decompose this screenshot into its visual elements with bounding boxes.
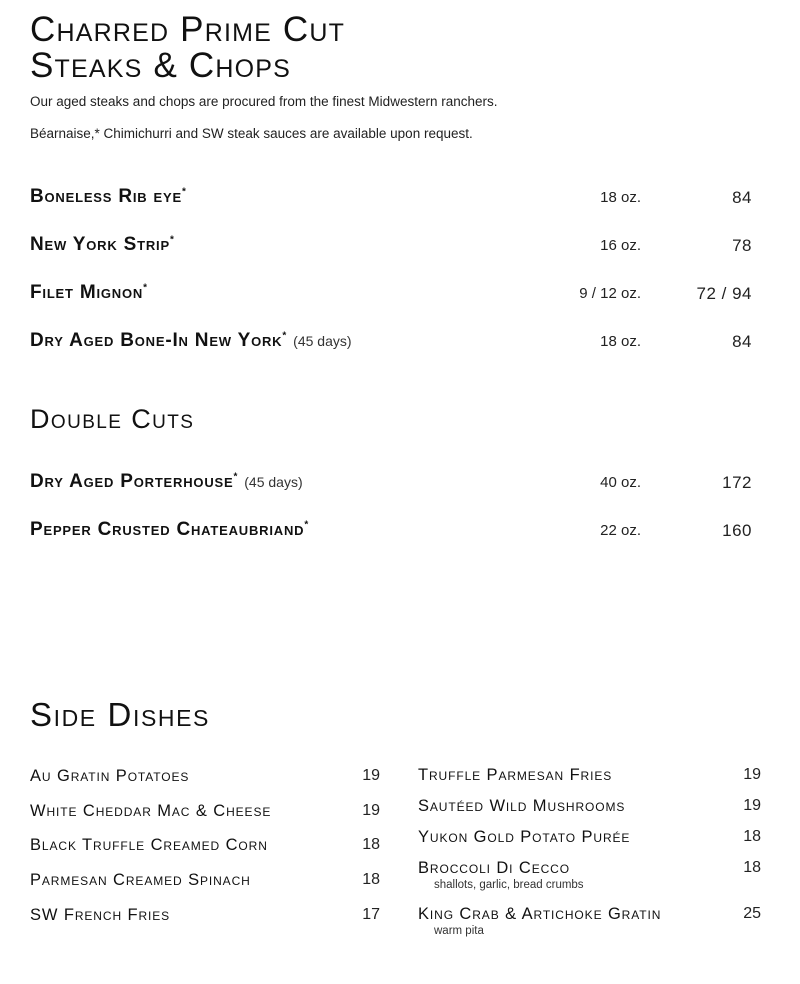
side-price: 17 <box>362 906 380 923</box>
side-item-black-truffle-creamed-corn <box>30 836 380 858</box>
side-name: Parmesan Creamed Spinach <box>30 871 251 889</box>
item-price: 84 <box>732 188 752 207</box>
side-name: Sautéed Wild Mushrooms <box>418 797 626 815</box>
side-item-sauteed-wild-mushrooms <box>418 797 761 819</box>
side-item-white-cheddar-mac-cheese <box>30 802 380 824</box>
item-size: 18 oz. <box>600 189 641 206</box>
item-price: 84 <box>732 332 752 351</box>
side-item-king-crab-artichoke-gratin <box>418 905 761 937</box>
item-name: Boneless Rib eye* <box>30 186 187 207</box>
item-size: 18 oz. <box>600 333 641 350</box>
side-name: Truffle Parmesan Fries <box>418 766 613 784</box>
item-size: 9 / 12 oz. <box>579 285 641 302</box>
item-name: Filet Mignon* <box>30 282 148 303</box>
side-name: SW French Fries <box>30 906 171 924</box>
side-description: warm pita <box>434 925 484 937</box>
side-name: Yukon Gold Potato Purée <box>418 828 631 846</box>
title-line-2: Steaks & Chops <box>30 46 292 85</box>
side-price: 25 <box>743 905 761 922</box>
side-item-broccoli-di-cecco <box>418 859 761 891</box>
side-price: 18 <box>743 859 761 876</box>
intro-sourcing: Our aged steaks and chops are procured from the finest Midwestern ranchers. <box>30 94 498 109</box>
side-item-yukon-gold-potato-puree <box>418 828 761 850</box>
side-price: 19 <box>362 802 380 819</box>
item-name: Dry Aged Porterhouse* (45 days) <box>30 471 303 492</box>
side-item-sw-french-fries <box>30 906 380 928</box>
side-name: Black Truffle Creamed Corn <box>30 836 268 854</box>
side-name: Broccoli Di Cecco <box>418 859 570 877</box>
item-name: New York Strip* <box>30 234 175 255</box>
item-note: (45 days) <box>244 474 303 490</box>
side-price: 19 <box>362 767 380 784</box>
menu-item-boneless-rib-eye <box>30 186 752 210</box>
section-title-double-cuts: Double Cuts <box>30 404 195 434</box>
side-price: 19 <box>743 766 761 783</box>
item-price: 72 / 94 <box>696 284 752 303</box>
menu-item-filet-mignon <box>30 282 752 306</box>
side-description: shallots, garlic, bread crumbs <box>434 879 584 891</box>
side-price: 18 <box>362 836 380 853</box>
menu-item-dry-aged-bone-in-new-york <box>30 330 752 354</box>
side-item-parmesan-creamed-spinach <box>30 871 380 893</box>
item-price: 160 <box>722 521 752 540</box>
side-name: White Cheddar Mac & Cheese <box>30 802 272 820</box>
item-price: 78 <box>732 236 752 255</box>
side-item-au-gratin-potatoes <box>30 767 380 789</box>
section-title-side-dishes: Side Dishes <box>30 696 210 733</box>
item-name: Pepper Crusted Chateaubriand* <box>30 519 310 540</box>
page-title <box>30 12 345 84</box>
item-note: (45 days) <box>293 333 352 349</box>
item-size: 22 oz. <box>600 522 641 539</box>
item-price: 172 <box>722 473 752 492</box>
menu-item-dry-aged-porterhouse <box>30 471 752 495</box>
side-item-truffle-parmesan-fries <box>418 766 761 788</box>
side-name: King Crab & Artichoke Gratin <box>418 905 662 923</box>
intro-sauces: Béarnaise,* Chimichurri and SW steak sauces are available upon request. <box>30 126 473 141</box>
side-price: 19 <box>743 797 761 814</box>
menu-item-new-york-strip <box>30 234 752 258</box>
title-line-1: Charred Prime Cut <box>30 10 346 49</box>
side-name: Au Gratin Potatoes <box>30 767 190 785</box>
item-name: Dry Aged Bone-In New York* (45 days) <box>30 330 352 351</box>
side-price: 18 <box>362 871 380 888</box>
side-price: 18 <box>743 828 761 845</box>
menu-item-pepper-crusted-chateaubriand <box>30 519 752 543</box>
item-size: 40 oz. <box>600 474 641 491</box>
item-size: 16 oz. <box>600 237 641 254</box>
